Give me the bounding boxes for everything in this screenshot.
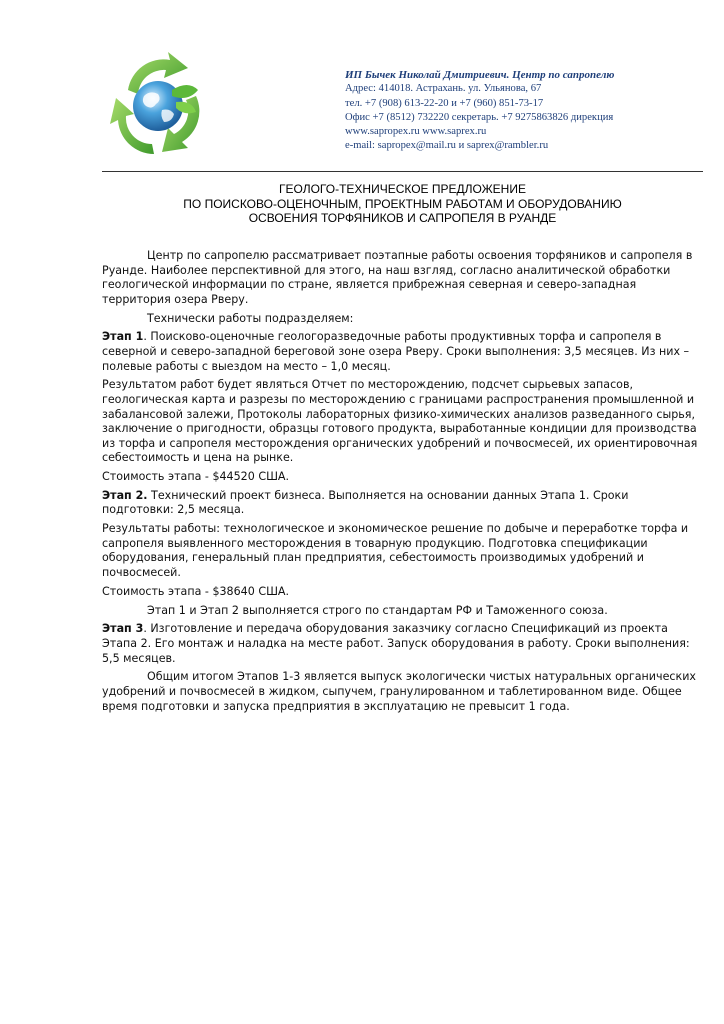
stage-1-cost: Стоимость этапа - $44520 США. <box>102 470 290 484</box>
stage-2-cost: Стоимость этапа - $38640 США. <box>102 584 290 598</box>
stage-2-result: Результаты работы: технологическое и экономическое решение по добыче и переработке торфа и сапропеля выявленного месторождения в товарную продукцию. Подготовка спецификации оборудования, генеральный план предприятия, себестоимость производимых удобрений и почвосмесей. <box>102 522 689 579</box>
stage-3-label: Этап 3 <box>102 622 144 636</box>
stage-2-label: Этап 2. <box>102 488 148 502</box>
stage-2-paragraph <box>102 489 702 518</box>
stage-1-text: . Поисково-оценочные геологоразведочные работы продуктивных торфа и сапропеля в северной и северо-западной береговой зоне озера Рверу. Сроки выполнения: 3,5 месяцев. Из них – полевые работы с выездом на место – 1,0 месяц. <box>102 330 690 373</box>
stage-3-text: . Изготовление и передача оборудования заказчику согласно Спецификаций из проекта Этапа 2. Его монтаж и наладка на месте работ. Запуск оборудования в работу. Сроки выполнения: 5,5 месяцев. <box>102 622 690 665</box>
recycling-globe-logo <box>108 50 208 160</box>
document-title <box>102 182 703 226</box>
address: Адрес: 414018. Астрахань. ул. Ульянова, 67 <box>345 83 542 95</box>
tech-intro-paragraph: Технически работы подразделяем: <box>147 311 354 325</box>
intro-paragraph: Центр по сапропелю рассматривает поэтапные работы освоения торфяников и сапропеля в Руанде. Наиболее перспективной для этого, на наш взгляд, согласно аналитической обработки геологической информации по стране, является прибрежная северная и северо-западная территория озера Рверу. <box>102 249 693 306</box>
header-divider <box>102 171 703 172</box>
stage-1-paragraph <box>102 330 702 374</box>
standards-paragraph: Этап 1 и Этап 2 выполняется строго по стандартам РФ и Таможенного союза. <box>147 603 608 617</box>
title-line-1: ГЕОЛОГО-ТЕХНИЧЕСКОЕ ПРЕДЛОЖЕНИЕ <box>279 182 526 196</box>
company-name: ИП Бычек Николай Дмитриевич. Центр по сапропелю <box>345 69 615 81</box>
stage-1-label: Этап 1 <box>102 330 144 344</box>
website-link[interactable]: www.sapropex.ru www.saprex.ru <box>345 126 487 138</box>
document-body <box>102 249 702 718</box>
title-line-2: ПО ПОИСКОВО-ОЦЕНОЧНЫМ, ПРОЕКТНЫМ РАБОТАМ И ОБОРУДОВАНИЮ <box>183 196 622 211</box>
stage-1-result: Результатом работ будет являться Отчет по месторождению, подсчет сырьевых запасов, геологическая карта и разрезы по месторождению с границами распространения промышленной и забалансовой залежи, Протоколы лабораторных физико-химических анализов разведанного сырья, заключение о пригодности, образцы готового продукта, выработанные кондиции для производства из торфа и сапропеля месторождения органических удобрений и почвосмесей, их ориентировочная себестоимость и цена на рынке. <box>102 378 698 465</box>
stage-2-text: Технический проект бизнеса. Выполняется на основании данных Этапа 1. Сроки подготовки: 2,5 месяца. <box>102 488 629 517</box>
email-link[interactable]: e-mail: sapropex@mail.ru и saprex@rambler.ru <box>345 140 549 152</box>
phone: тел. +7 (908) 613-22-20 и +7 (960) 851-73-17 <box>345 97 544 109</box>
letterhead <box>345 68 715 154</box>
summary-paragraph: Общим итогом Этапов 1-3 является выпуск экологически чистых натуральных органических удобрений и почвосмесей в жидком, сыпучем, гранулированном и таблетированном виде. Общее время подготовки и запуска предприятия в эксплуатацию не превысит 1 года. <box>102 670 696 713</box>
stage-3-paragraph <box>102 622 702 666</box>
title-line-3: ОСВОЕНИЯ ТОРФЯНИКОВ И САПРОПЕЛЯ В РУАНДЕ <box>248 211 557 225</box>
office-phone: Офис +7 (8512) 732220 секретарь. +7 9275863826 дирекция <box>345 111 614 123</box>
